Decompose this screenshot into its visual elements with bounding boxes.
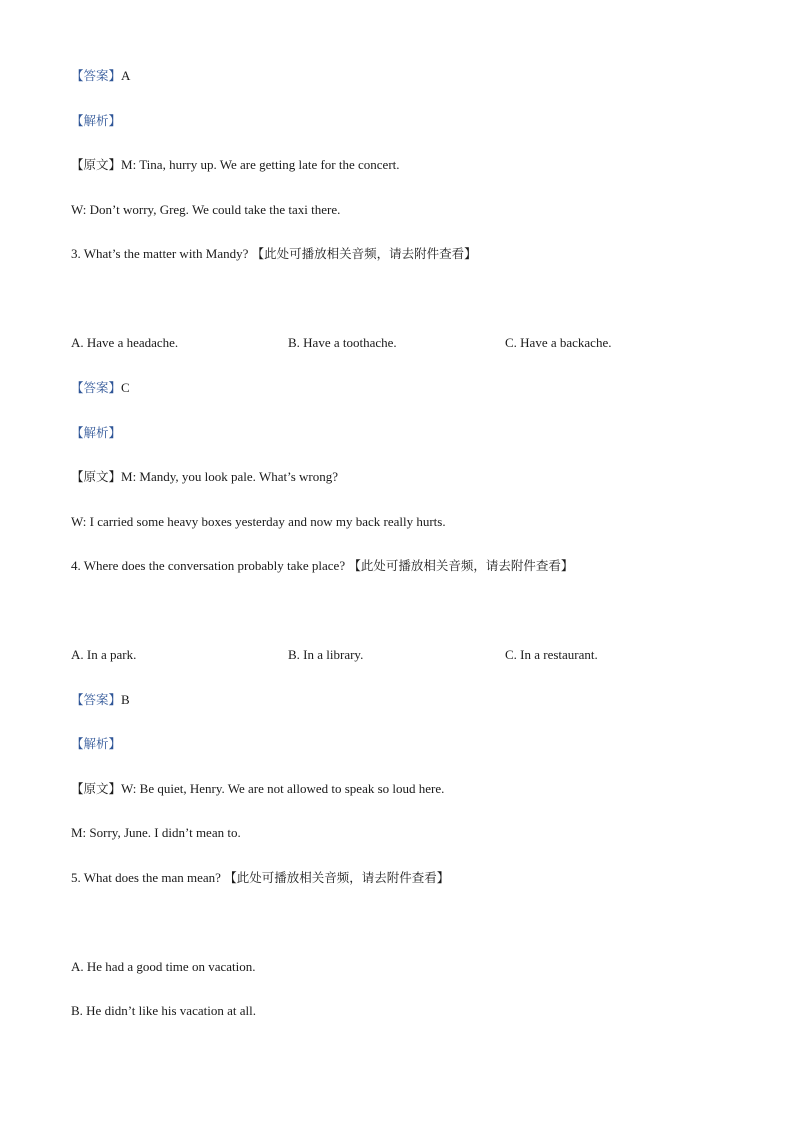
option-a: A. He had a good time on vacation. bbox=[71, 959, 256, 974]
analysis-label: 【解析】 bbox=[71, 425, 122, 440]
answer-value: C bbox=[121, 380, 130, 395]
analysis-label: 【解析】 bbox=[71, 113, 122, 128]
question-5 bbox=[71, 870, 449, 886]
original-label: 【原文】 bbox=[71, 781, 122, 796]
option-b: B. Have a toothache. bbox=[288, 335, 397, 350]
audio-note: 【此处可播放相关音频，请去附件查看】 bbox=[348, 558, 574, 573]
question-text: 4. Where does the conversation probably take place? bbox=[71, 558, 346, 573]
answer-label: 【答案】 bbox=[71, 692, 122, 707]
answer-value: B bbox=[121, 692, 130, 707]
transcript-line bbox=[71, 157, 400, 173]
audio-note: 【此处可播放相关音频，请去附件查看】 bbox=[224, 870, 450, 885]
analysis-line bbox=[71, 736, 121, 752]
question-3 bbox=[71, 246, 477, 262]
original-label: 【原文】 bbox=[71, 469, 122, 484]
transcript-line bbox=[71, 781, 444, 797]
transcript-text: M: Mandy, you look pale. What’s wrong? bbox=[121, 469, 339, 484]
answer-line bbox=[71, 68, 130, 84]
question-text: 5. What does the man mean? bbox=[71, 870, 221, 885]
question-4 bbox=[71, 558, 573, 574]
transcript-line bbox=[71, 469, 338, 485]
audio-note: 【此处可播放相关音频，请去附件查看】 bbox=[251, 246, 477, 261]
question-text: 3. What’s the matter with Mandy? bbox=[71, 246, 249, 261]
analysis-line bbox=[71, 425, 121, 441]
analysis-label: 【解析】 bbox=[71, 736, 122, 751]
answer-line bbox=[71, 380, 130, 396]
option-c: C. In a restaurant. bbox=[505, 647, 598, 662]
option-b: B. In a library. bbox=[288, 647, 364, 662]
answer-line bbox=[71, 692, 130, 708]
transcript-line: W: I carried some heavy boxes yesterday and now my back really hurts. bbox=[71, 514, 446, 529]
option-a: A. In a park. bbox=[71, 647, 137, 662]
option-a: A. Have a headache. bbox=[71, 335, 179, 350]
original-label: 【原文】 bbox=[71, 157, 122, 172]
answer-label: 【答案】 bbox=[71, 380, 122, 395]
transcript-line: M: Sorry, June. I didn’t mean to. bbox=[71, 825, 241, 840]
analysis-line bbox=[71, 113, 121, 129]
option-c: C. Have a backache. bbox=[505, 335, 612, 350]
transcript-line: W: Don’t worry, Greg. We could take the taxi there. bbox=[71, 202, 341, 217]
answer-label: 【答案】 bbox=[71, 68, 122, 83]
transcript-text: W: Be quiet, Henry. We are not allowed to speak so loud here. bbox=[121, 781, 445, 796]
transcript-text: M: Tina, hurry up. We are getting late for the concert. bbox=[121, 157, 400, 172]
answer-value: A bbox=[121, 68, 131, 83]
option-b: B. He didn’t like his vacation at all. bbox=[71, 1003, 256, 1018]
